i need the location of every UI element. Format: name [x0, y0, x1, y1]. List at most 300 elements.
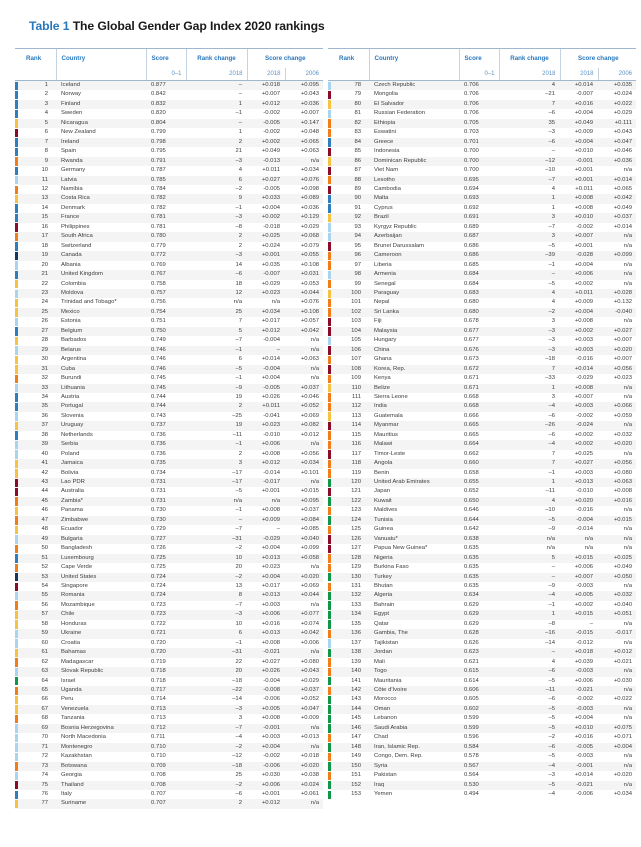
- rank-change-value: –5: [186, 365, 247, 374]
- score-change-2006-value: +0.052: [285, 402, 323, 411]
- score-change-2006-value: +0.032: [598, 431, 636, 440]
- score-change-2006-value: +0.047: [598, 138, 636, 147]
- rank-change-value: –4: [499, 402, 560, 411]
- country-name: Gambia, The: [369, 629, 459, 638]
- rank-value: 16: [21, 223, 56, 232]
- score-value: 0.725: [146, 563, 186, 572]
- country-name: Bahamas: [56, 648, 146, 657]
- rank-change-value: 14: [186, 261, 247, 270]
- country-name: Brunei Darussalam: [369, 242, 459, 251]
- rank-value: 87: [334, 166, 369, 175]
- rank-value: 112: [334, 402, 369, 411]
- rank-value: 149: [334, 752, 369, 761]
- score-change-2018-value: +0.001: [560, 242, 598, 251]
- rank-value: 67: [21, 705, 56, 714]
- table-row: [15, 771, 323, 780]
- table-row: [328, 109, 636, 118]
- score-change-2006-value: n/a: [598, 384, 636, 393]
- score-change-2018-value: +0.007: [560, 232, 598, 241]
- score-value: 0.689: [459, 223, 499, 232]
- country-name: India: [369, 402, 459, 411]
- score-change-2018-value: +0.014: [560, 81, 598, 91]
- country-name: Cambodia: [369, 185, 459, 194]
- rank-value: 110: [334, 384, 369, 393]
- score-change-2018-value: –: [560, 620, 598, 629]
- score-change-2018-value: +0.002: [560, 280, 598, 289]
- score-change-2018-value: +0.011: [247, 166, 285, 175]
- score-value: 0.658: [459, 469, 499, 478]
- region-swatch-icon: [15, 110, 18, 118]
- table-row: [15, 412, 323, 421]
- rank-change-value: –2: [186, 185, 247, 194]
- region-swatch-icon: [15, 630, 18, 638]
- score-change-2006-value: n/a: [598, 714, 636, 723]
- score-change-2006-value: +0.085: [285, 525, 323, 534]
- region-swatch-icon: [15, 516, 18, 524]
- region-swatch-icon: [15, 384, 18, 392]
- rank-value: 100: [334, 289, 369, 298]
- country-name: Iran, Islamic Rep.: [369, 743, 459, 752]
- table-row: [15, 743, 323, 752]
- region-swatch-icon: [15, 393, 18, 401]
- table-row: [328, 535, 636, 544]
- region-swatch-icon: [328, 441, 331, 449]
- table-row: [328, 393, 636, 402]
- rank-change-value: 1: [186, 128, 247, 137]
- score-change-2018-value: -0.002: [247, 752, 285, 761]
- score-change-2018-value: +0.020: [560, 497, 598, 506]
- rank-value: 150: [334, 762, 369, 771]
- table-row: [328, 733, 636, 742]
- region-swatch-icon: [328, 167, 331, 175]
- table-row: [15, 327, 323, 336]
- score-change-2018-value: +0.002: [247, 213, 285, 222]
- table-row: [15, 733, 323, 742]
- score-change-2018-value: -0.016: [560, 506, 598, 515]
- score-change-2006-value: n/a: [598, 686, 636, 695]
- rank-change-value: –12: [186, 752, 247, 761]
- rank-value: 130: [334, 573, 369, 582]
- rank-change-value: –2: [499, 733, 560, 742]
- country-name: Singapore: [56, 582, 146, 591]
- score-value: 0.730: [146, 506, 186, 515]
- country-name: Australia: [56, 487, 146, 496]
- region-swatch-icon: [15, 715, 18, 723]
- subheader-score-change-year-2: 2006: [285, 68, 323, 81]
- score-change-2006-value: n/a: [285, 336, 323, 345]
- score-value: 0.685: [459, 261, 499, 270]
- score-change-2006-value: +0.061: [285, 790, 323, 799]
- country-name: Cape Verde: [56, 563, 146, 572]
- country-name: Paraguay: [369, 289, 459, 298]
- score-change-2018-value: +0.002: [247, 138, 285, 147]
- score-change-2018-value: -0.014: [247, 469, 285, 478]
- rank-value: 119: [334, 469, 369, 478]
- table-title-text: The Global Gender Gap Index 2020 rankings: [72, 19, 325, 33]
- score-value: 0.644: [459, 516, 499, 525]
- score-change-2018-value: +0.004: [560, 261, 598, 270]
- score-change-2018-value: +0.010: [560, 213, 598, 222]
- table-row: [328, 450, 636, 459]
- rank-value: 146: [334, 724, 369, 733]
- country-name: Kuwait: [369, 497, 459, 506]
- table-row: [328, 544, 636, 553]
- rank-value: 117: [334, 450, 369, 459]
- country-name: Thailand: [56, 781, 146, 790]
- country-name: Angola: [369, 459, 459, 468]
- country-name: South Africa: [56, 232, 146, 241]
- rank-change-value: 3: [186, 714, 247, 723]
- country-name: Japan: [369, 487, 459, 496]
- subheader-score-unit: 0–1: [146, 68, 186, 81]
- header-rank: Rank: [334, 49, 369, 68]
- rank-value: 43: [21, 478, 56, 487]
- score-change-2006-value: +0.035: [598, 81, 636, 91]
- score-change-2018-value: -0.005: [247, 119, 285, 128]
- score-change-2018-value: +0.013: [247, 554, 285, 563]
- score-change-2018-value: +0.004: [560, 109, 598, 118]
- score-value: 0.668: [459, 402, 499, 411]
- score-change-2018-value: +0.016: [560, 733, 598, 742]
- table-row: [328, 639, 636, 648]
- rank-value: 59: [21, 629, 56, 638]
- rank-value: 74: [21, 771, 56, 780]
- country-name: Malaysia: [369, 327, 459, 336]
- country-name: Lithuania: [56, 384, 146, 393]
- table-row: [328, 790, 636, 799]
- score-value: 0.686: [459, 251, 499, 260]
- region-swatch-icon: [328, 299, 331, 307]
- country-name: Uruguay: [56, 421, 146, 430]
- score-change-2018-value: +0.018: [247, 81, 285, 91]
- table-row: [328, 591, 636, 600]
- score-value: 0.722: [146, 620, 186, 629]
- table-row: [15, 393, 323, 402]
- rank-value: 71: [21, 743, 56, 752]
- country-name: Jordan: [369, 648, 459, 657]
- rank-value: 75: [21, 781, 56, 790]
- score-change-2006-value: +0.129: [285, 213, 323, 222]
- country-name: Tanzania: [56, 714, 146, 723]
- score-change-2018-value: +0.017: [247, 317, 285, 326]
- score-change-2006-value: +0.027: [598, 327, 636, 336]
- score-value: 0.706: [459, 81, 499, 91]
- country-name: Argentina: [56, 355, 146, 364]
- rank-change-value: 4: [499, 81, 560, 91]
- country-name: Sri Lanka: [369, 308, 459, 317]
- table-row: [15, 591, 323, 600]
- rank-value: 46: [21, 506, 56, 515]
- score-change-2006-value: +0.108: [285, 308, 323, 317]
- region-swatch-icon: [15, 119, 18, 127]
- region-swatch-icon: [328, 668, 331, 676]
- country-name: Lebanon: [369, 714, 459, 723]
- score-change-2006-value: +0.108: [285, 261, 323, 270]
- score-change-2006-value: +0.071: [598, 733, 636, 742]
- rank-value: 127: [334, 544, 369, 553]
- rankings-table-left: [15, 48, 323, 809]
- rank-value: 69: [21, 724, 56, 733]
- region-swatch-icon: [328, 110, 331, 118]
- score-value: 0.668: [459, 393, 499, 402]
- rank-change-value: 10: [186, 554, 247, 563]
- table-row: [15, 365, 323, 374]
- rank-value: 93: [334, 223, 369, 232]
- table-row: [15, 724, 323, 733]
- rank-change-value: 25: [186, 771, 247, 780]
- country-name: Jamaica: [56, 459, 146, 468]
- rank-value: 55: [21, 591, 56, 600]
- score-change-2018-value: -0.006: [247, 762, 285, 771]
- table-row: [328, 242, 636, 251]
- score-change-2018-value: n/a: [560, 544, 598, 553]
- score-change-2018-value: +0.002: [560, 601, 598, 610]
- table-row: [328, 487, 636, 496]
- score-value: 0.725: [146, 554, 186, 563]
- score-change-2006-value: +0.036: [598, 157, 636, 166]
- score-change-2018-value: -0.041: [247, 412, 285, 421]
- rank-change-value: –16: [499, 629, 560, 638]
- rank-change-value: –3: [186, 251, 247, 260]
- score-change-2018-value: -0.010: [247, 431, 285, 440]
- score-value: 0.684: [459, 270, 499, 279]
- score-change-2006-value: n/a: [598, 261, 636, 270]
- rank-change-value: –5: [186, 487, 247, 496]
- rank-change-value: –2: [186, 573, 247, 582]
- score-change-2018-value: +0.007: [247, 90, 285, 99]
- region-swatch-icon: [15, 148, 18, 156]
- rank-value: 20: [21, 261, 56, 270]
- score-value: 0.615: [459, 667, 499, 676]
- rank-change-value: –18: [499, 355, 560, 364]
- score-change-2018-value: +0.002: [560, 431, 598, 440]
- region-swatch-icon: [15, 138, 18, 146]
- rank-change-value: –1: [499, 261, 560, 270]
- country-name: Germany: [56, 166, 146, 175]
- score-change-2006-value: +0.034: [598, 790, 636, 799]
- country-name: Papua New Guinea*: [369, 544, 459, 553]
- country-name: Zambia*: [56, 497, 146, 506]
- rank-change-value: –26: [499, 421, 560, 430]
- region-swatch-icon: [328, 204, 331, 212]
- rank-value: 44: [21, 487, 56, 496]
- rank-value: 35: [21, 402, 56, 411]
- rank-change-value: –39: [499, 251, 560, 260]
- score-value: 0.724: [146, 582, 186, 591]
- rank-value: 48: [21, 525, 56, 534]
- header-country: Country: [369, 49, 459, 68]
- score-value: 0.745: [146, 374, 186, 383]
- score-value: 0.684: [459, 280, 499, 289]
- rank-value: 107: [334, 355, 369, 364]
- score-value: 0.735: [146, 459, 186, 468]
- score-value: 0.820: [146, 109, 186, 118]
- score-value: 0.746: [146, 365, 186, 374]
- rank-value: 64: [21, 677, 56, 686]
- rank-value: 82: [334, 119, 369, 128]
- score-value: 0.769: [146, 261, 186, 270]
- score-value: 0.635: [459, 573, 499, 582]
- rank-change-value: 13: [186, 582, 247, 591]
- score-change-2018-value: -0.016: [560, 355, 598, 364]
- rank-change-value: –: [186, 81, 247, 91]
- region-swatch-icon: [328, 488, 331, 496]
- region-swatch-icon: [328, 545, 331, 553]
- score-change-2018-value: +0.012: [247, 100, 285, 109]
- score-change-2018-value: -0.002: [560, 412, 598, 421]
- region-swatch-icon: [328, 393, 331, 401]
- rank-change-value: –: [186, 90, 247, 99]
- rank-value: 14: [21, 204, 56, 213]
- rank-value: 50: [21, 544, 56, 553]
- table-row: [328, 629, 636, 638]
- table-row: [15, 790, 323, 799]
- table-row: [328, 667, 636, 676]
- score-change-2018-value: -0.001: [560, 762, 598, 771]
- rank-value: 39: [21, 440, 56, 449]
- region-swatch-icon: [15, 620, 18, 628]
- rank-value: 132: [334, 591, 369, 600]
- score-change-2018-value: -0.018: [247, 223, 285, 232]
- rank-change-value: 1: [499, 384, 560, 393]
- rank-value: 116: [334, 440, 369, 449]
- region-swatch-icon: [328, 450, 331, 458]
- country-name: Barbados: [56, 336, 146, 345]
- rank-change-value: –: [499, 563, 560, 572]
- country-name: Tajikistan: [369, 639, 459, 648]
- country-name: Ethiopia: [369, 119, 459, 128]
- rank-value: 80: [334, 100, 369, 109]
- country-name: Chad: [369, 733, 459, 742]
- score-change-2018-value: –: [247, 346, 285, 355]
- score-change-2018-value: +0.007: [560, 393, 598, 402]
- country-name: Panama: [56, 506, 146, 515]
- region-swatch-icon: [15, 668, 18, 676]
- score-change-2006-value: +0.025: [598, 554, 636, 563]
- score-change-2006-value: +0.099: [285, 544, 323, 553]
- rank-change-value: 21: [186, 147, 247, 156]
- score-change-2018-value: -0.002: [560, 695, 598, 704]
- score-change-2006-value: +0.034: [285, 166, 323, 175]
- table-row: [15, 81, 323, 91]
- rank-change-value: –6: [186, 790, 247, 799]
- table-row: [15, 157, 323, 166]
- region-swatch-icon: [15, 403, 18, 411]
- score-value: 0.736: [146, 450, 186, 459]
- country-name: Slovak Republic: [56, 667, 146, 676]
- score-value: 0.655: [459, 478, 499, 487]
- score-change-2006-value: +0.008: [598, 487, 636, 496]
- score-change-2006-value: n/a: [598, 762, 636, 771]
- rank-change-value: –4: [186, 733, 247, 742]
- score-change-2018-value: -0.024: [560, 421, 598, 430]
- rank-value: 19: [21, 251, 56, 260]
- rank-value: 83: [334, 128, 369, 137]
- rank-change-value: –5: [499, 714, 560, 723]
- rank-value: 84: [334, 138, 369, 147]
- country-name: Guatemala: [369, 412, 459, 421]
- country-name: Kenya: [369, 374, 459, 383]
- country-name: Belarus: [56, 346, 146, 355]
- country-name: Tunisia: [369, 516, 459, 525]
- rank-value: 77: [21, 799, 56, 808]
- rank-value: 85: [334, 147, 369, 156]
- table-row: [328, 204, 636, 213]
- score-change-2006-value: +0.084: [285, 516, 323, 525]
- country-name: Mozambique: [56, 601, 146, 610]
- table-row: [15, 261, 323, 270]
- rank-change-value: –5: [499, 705, 560, 714]
- table-row: [15, 610, 323, 619]
- rank-value: 89: [334, 185, 369, 194]
- country-name: Burundi: [56, 374, 146, 383]
- region-swatch-icon: [15, 375, 18, 383]
- score-change-2018-value: +0.023: [247, 563, 285, 572]
- score-change-2018-value: -0.017: [247, 478, 285, 487]
- score-value: 0.665: [459, 431, 499, 440]
- rank-change-value: 6: [186, 629, 247, 638]
- country-name: Turkey: [369, 573, 459, 582]
- rank-value: 62: [21, 658, 56, 667]
- score-change-2006-value: n/a: [598, 421, 636, 430]
- rank-value: 36: [21, 412, 56, 421]
- table-row: [328, 90, 636, 99]
- table-row: [15, 658, 323, 667]
- rank-value: 17: [21, 232, 56, 241]
- score-value: 0.599: [459, 724, 499, 733]
- rank-change-value: –18: [186, 762, 247, 771]
- region-swatch-icon: [15, 271, 18, 279]
- rank-change-value: 4: [499, 298, 560, 307]
- score-change-2018-value: +0.003: [560, 336, 598, 345]
- country-name: Sierra Leone: [369, 393, 459, 402]
- score-value: 0.672: [459, 365, 499, 374]
- region-swatch-icon: [15, 422, 18, 430]
- rank-change-value: 5: [499, 554, 560, 563]
- score-change-2006-value: +0.044: [285, 289, 323, 298]
- country-name: Azerbaijan: [369, 232, 459, 241]
- rank-change-value: –4: [499, 762, 560, 771]
- score-change-2018-value: +0.008: [247, 714, 285, 723]
- rank-change-value: n/a: [186, 497, 247, 506]
- table-row: [328, 781, 636, 790]
- region-swatch-icon: [15, 91, 18, 99]
- country-name: Vanuatu*: [369, 535, 459, 544]
- country-name: Luxembourg: [56, 554, 146, 563]
- rank-value: 106: [334, 346, 369, 355]
- country-name: Indonesia: [369, 147, 459, 156]
- score-change-2018-value: -0.007: [560, 90, 598, 99]
- score-change-2006-value: +0.068: [285, 232, 323, 241]
- table-row: [15, 440, 323, 449]
- table-row: [15, 270, 323, 279]
- rank-change-value: –: [499, 573, 560, 582]
- country-name: Timor-Leste: [369, 450, 459, 459]
- region-swatch-icon: [15, 743, 18, 751]
- score-change-2006-value: +0.040: [285, 535, 323, 544]
- score-value: 0.602: [459, 705, 499, 714]
- score-value: 0.687: [459, 232, 499, 241]
- score-change-2006-value: +0.056: [285, 450, 323, 459]
- country-name: Congo, Dem. Rep.: [369, 752, 459, 761]
- score-change-2018-value: -0.002: [247, 128, 285, 137]
- score-change-2006-value: +0.029: [598, 109, 636, 118]
- region-swatch-icon: [328, 290, 331, 298]
- score-change-2018-value: -0.008: [247, 686, 285, 695]
- score-value: 0.744: [146, 393, 186, 402]
- country-name: Côte d'Ivoire: [369, 686, 459, 695]
- score-change-2006-value: n/a: [598, 582, 636, 591]
